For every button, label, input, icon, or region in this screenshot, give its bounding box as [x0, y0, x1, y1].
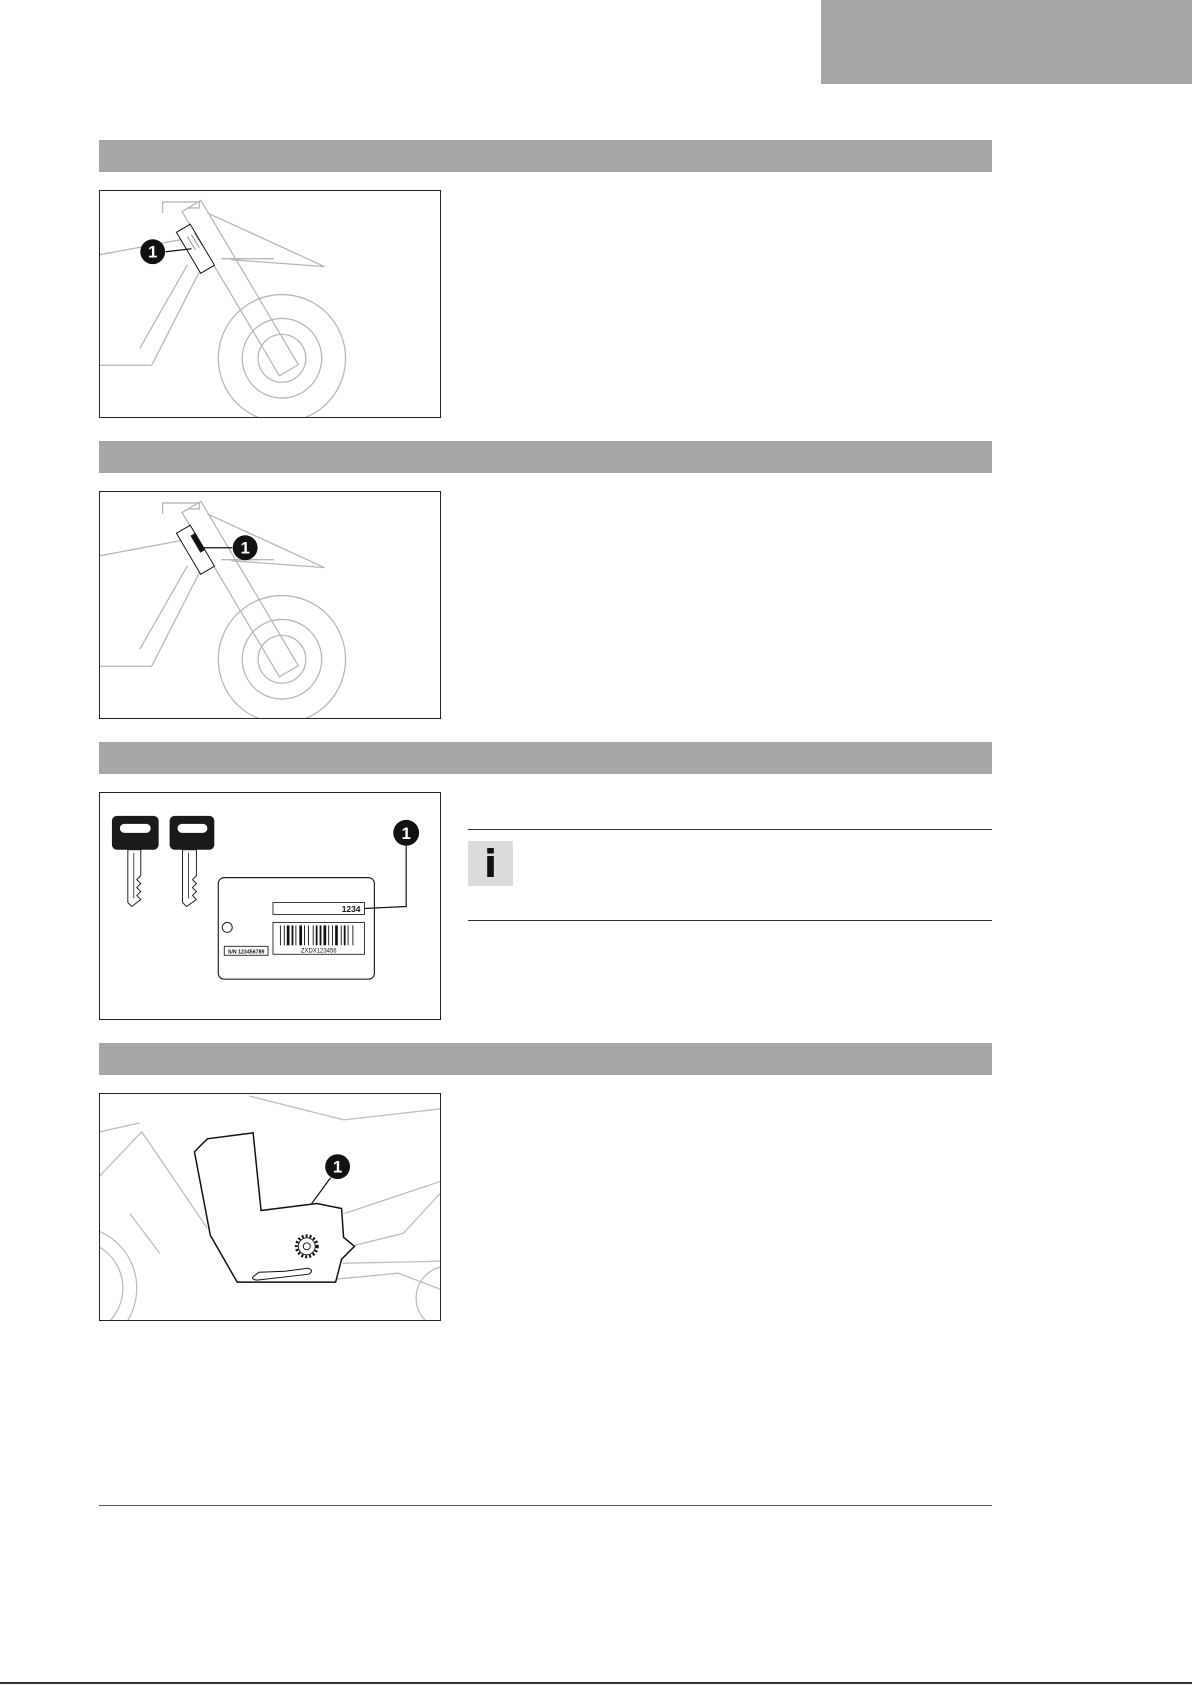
section-header-bar: [99, 441, 992, 473]
barcode-bar: [304, 925, 305, 945]
barcode-bar: [280, 925, 281, 945]
info-icon-glyph: i: [483, 841, 498, 886]
barcode-bar: [328, 925, 329, 945]
footer-rule: [99, 1505, 992, 1506]
barcode-bar: [323, 925, 326, 945]
info-icon: [468, 841, 513, 886]
barcode-bar: [295, 925, 296, 945]
callout-marker: [233, 535, 258, 560]
barcode-bar: [292, 925, 294, 945]
barcode-bar: [308, 925, 309, 945]
figure-key-number: [99, 792, 441, 1020]
note-top-rule: [468, 829, 992, 830]
motorcycle-outline: [100, 501, 346, 718]
key-icon: [112, 816, 159, 907]
motorcycle-front-illustration: [100, 492, 440, 718]
callout-number: 1: [401, 823, 411, 843]
barcode-bar: [284, 925, 285, 945]
barcode-bar: [341, 925, 342, 945]
barcode-bar: [352, 925, 353, 945]
callout-marker: [140, 239, 165, 264]
callout-marker: [393, 820, 419, 846]
number-plate: [176, 525, 214, 574]
sprocket-icon: [296, 1236, 317, 1257]
engine-illustration: [100, 1094, 440, 1320]
figure-frame-number-location: [99, 190, 441, 418]
figure-engine-number-location: [99, 491, 441, 719]
callout-marker: [325, 1154, 350, 1179]
callout-number: 1: [332, 1157, 343, 1177]
barcode-bar: [348, 925, 349, 945]
serial-number: S/N 123456789: [227, 949, 265, 956]
callout-number: 1: [147, 242, 158, 262]
barcode-bar: [344, 925, 346, 945]
barcode-text: ZXDX123456: [300, 948, 337, 955]
section-header-bar: [99, 742, 992, 774]
barcode-bar: [313, 925, 314, 945]
callout-number: 1: [240, 538, 250, 558]
keys-and-tag-illustration: [100, 793, 440, 1019]
barcode-bar: [335, 925, 338, 945]
motorcycle-outline: [100, 200, 346, 417]
key-icon: [170, 816, 215, 907]
barcode-bar: [316, 925, 318, 945]
callout-leader: [312, 1178, 331, 1204]
barcode-bar: [320, 925, 322, 945]
section-header-bar: [99, 1043, 992, 1075]
key-tag: [218, 878, 374, 980]
note-bottom-rule: [468, 920, 992, 921]
chapter-tab-block: [821, 0, 1192, 84]
engine-case: [194, 1133, 354, 1282]
figure-engine-case: [99, 1093, 441, 1321]
key-code: 1234: [341, 903, 361, 914]
barcode-bar: [332, 925, 333, 945]
motorcycle-outline: [100, 1096, 440, 1320]
barcode-bar: [287, 925, 290, 945]
page-bottom-edge: [0, 1682, 1192, 1684]
section-header-bar: [99, 140, 992, 172]
motorcycle-front-illustration: [100, 191, 440, 417]
barcode-bar: [299, 925, 302, 945]
type-label: [176, 224, 214, 273]
